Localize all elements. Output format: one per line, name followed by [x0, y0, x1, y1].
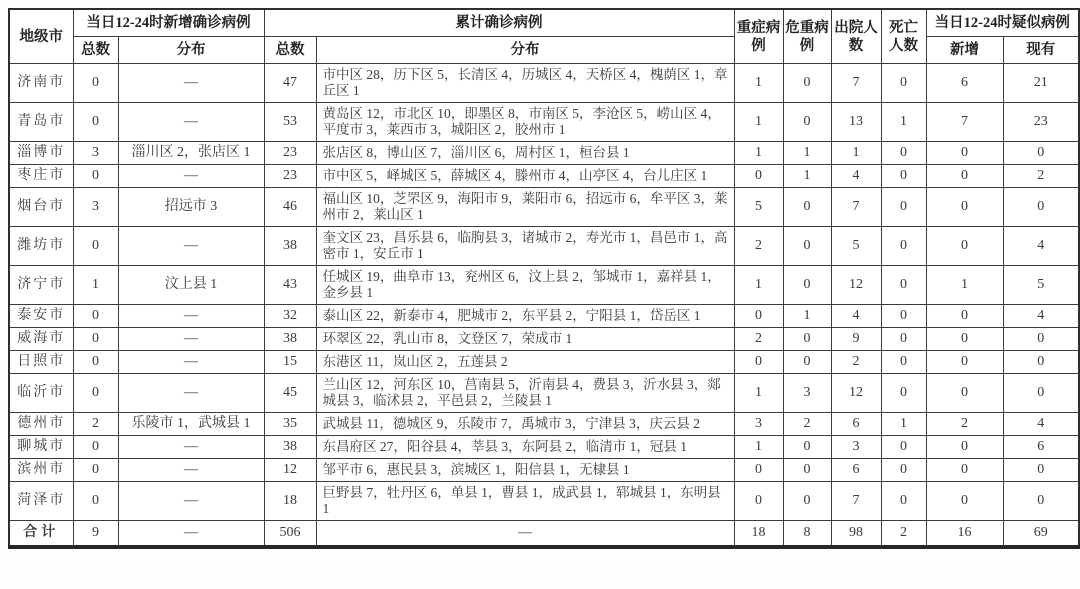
cell-cum-dist: 东港区 11，岚山区 2，五莲县 2: [316, 351, 734, 374]
cell-critical: 1: [783, 305, 831, 328]
header-new-total: 总数: [73, 37, 118, 64]
cell-susp-exist: 0: [1003, 482, 1079, 521]
cell-susp-exist: 4: [1003, 413, 1079, 436]
cell-new-total: 3: [73, 142, 118, 165]
cell-critical: 0: [783, 459, 831, 482]
cell-total-susp-new: 16: [926, 521, 1003, 548]
cell-critical: 0: [783, 266, 831, 305]
cell-cum-total: 47: [264, 64, 316, 103]
cell-critical: 0: [783, 351, 831, 374]
cell-discharged: 4: [831, 305, 881, 328]
cell-severe: 1: [734, 64, 783, 103]
cell-cum-dist: 市中区 28，历下区 5，长清区 4，历城区 4，天桥区 4，槐荫区 1，章丘区 1: [316, 64, 734, 103]
cell-cum-total: 23: [264, 142, 316, 165]
cell-severe: 1: [734, 103, 783, 142]
cell-total-cum-total: 506: [264, 521, 316, 548]
cell-deaths: 1: [881, 413, 926, 436]
cell-cum-dist: 武城县 11，德城区 9，乐陵市 7，禹城市 3，宁津县 3，庆云县 2: [316, 413, 734, 436]
cell-city: 泰安市: [9, 305, 73, 328]
header-suspected-new: 新增: [926, 37, 1003, 64]
cell-cum-total: 12: [264, 459, 316, 482]
cell-new-dist: —: [118, 351, 264, 374]
cell-new-dist: 汶上县 1: [118, 266, 264, 305]
cell-severe: 0: [734, 351, 783, 374]
cell-cum-total: 23: [264, 165, 316, 188]
cell-critical: 0: [783, 64, 831, 103]
cell-cum-total: 18: [264, 482, 316, 521]
cell-critical: 0: [783, 188, 831, 227]
cell-new-dist: —: [118, 482, 264, 521]
cell-susp-exist: 4: [1003, 305, 1079, 328]
cell-city: 济宁市: [9, 266, 73, 305]
table-row: [9, 351, 1079, 374]
cell-susp-new: 2: [926, 413, 1003, 436]
cell-susp-exist: 4: [1003, 227, 1079, 266]
cell-deaths: 0: [881, 351, 926, 374]
cell-new-total: 0: [73, 328, 118, 351]
cell-deaths: 0: [881, 188, 926, 227]
cell-cum-dist: 黄岛区 12，市北区 10，即墨区 8，市南区 5，李沧区 5，崂山区 4，平度市 3，莱西市 3，城阳区 2，胶州市 1: [316, 103, 734, 142]
header-critical: 危重病例: [783, 9, 831, 64]
cell-susp-new: 0: [926, 351, 1003, 374]
cell-cum-total: 46: [264, 188, 316, 227]
header-cum-distribution: 分布: [316, 37, 734, 64]
cell-cum-dist: 奎文区 23，昌乐县 6，临朐县 3，诸城市 2，寿光市 1，昌邑市 1，高密市 1，安丘市 1: [316, 227, 734, 266]
cell-total-susp-exist: 69: [1003, 521, 1079, 548]
table-row: [9, 165, 1079, 188]
cell-new-total: 1: [73, 266, 118, 305]
header-deaths: 死亡人数: [881, 9, 926, 64]
cell-cum-total: 32: [264, 305, 316, 328]
cell-severe: 0: [734, 165, 783, 188]
cell-susp-new: 1: [926, 266, 1003, 305]
cell-susp-exist: 0: [1003, 142, 1079, 165]
cell-new-total: 0: [73, 374, 118, 413]
cell-discharged: 1: [831, 142, 881, 165]
cell-susp-new: 0: [926, 165, 1003, 188]
cell-total-new-total: 9: [73, 521, 118, 548]
table-row: [9, 374, 1079, 413]
table-row: [9, 142, 1079, 165]
cell-city: 威海市: [9, 328, 73, 351]
cell-susp-new: 0: [926, 142, 1003, 165]
cell-cum-total: 35: [264, 413, 316, 436]
cell-discharged: 2: [831, 351, 881, 374]
cell-new-dist: —: [118, 103, 264, 142]
table-row: [9, 459, 1079, 482]
cell-susp-exist: 23: [1003, 103, 1079, 142]
cell-new-dist: 乐陵市 1，武城县 1: [118, 413, 264, 436]
header-city: 地级市: [9, 9, 73, 64]
cell-critical: 2: [783, 413, 831, 436]
cell-cum-dist: 东昌府区 27，阳谷县 4，莘县 3，东阿县 2，临清市 1，冠县 1: [316, 436, 734, 459]
cell-discharged: 6: [831, 459, 881, 482]
cell-city: 聊城市: [9, 436, 73, 459]
cell-critical: 0: [783, 328, 831, 351]
cell-susp-new: 6: [926, 64, 1003, 103]
cell-cum-dist: 任城区 19，曲阜市 13，兖州区 6，汶上县 2，邹城市 1，嘉祥县 1，金乡县 1: [316, 266, 734, 305]
header-discharged: 出院人数: [831, 9, 881, 64]
cell-new-total: 0: [73, 305, 118, 328]
cell-discharged: 12: [831, 374, 881, 413]
cell-discharged: 13: [831, 103, 881, 142]
cell-total-severe: 18: [734, 521, 783, 548]
table-row: [9, 305, 1079, 328]
cell-new-dist: —: [118, 64, 264, 103]
header-suspected-group: 当日12-24时疑似病例: [926, 9, 1079, 37]
cell-deaths: 0: [881, 482, 926, 521]
cell-susp-exist: 21: [1003, 64, 1079, 103]
cell-new-total: 0: [73, 64, 118, 103]
header-severe: 重症病例: [734, 9, 783, 64]
cell-deaths: 0: [881, 459, 926, 482]
cell-severe: 1: [734, 142, 783, 165]
cell-cum-dist: 巨野县 7，牡丹区 6，单县 1，曹县 1，成武县 1，郓城县 1，东明县 1: [316, 482, 734, 521]
cell-susp-exist: 2: [1003, 165, 1079, 188]
cell-new-total: 0: [73, 351, 118, 374]
table-footer: [9, 521, 1079, 548]
cell-severe: 1: [734, 436, 783, 459]
table-row: [9, 227, 1079, 266]
cell-city: 菏泽市: [9, 482, 73, 521]
cell-new-dist: 招远市 3: [118, 188, 264, 227]
cell-cum-total: 38: [264, 227, 316, 266]
cell-total-deaths: 2: [881, 521, 926, 548]
cell-critical: 0: [783, 436, 831, 459]
table-header: [9, 9, 1079, 64]
cell-cum-dist: 环翠区 22，乳山市 8，文登区 7，荣成市 1: [316, 328, 734, 351]
table-body: [9, 64, 1079, 521]
cell-severe: 1: [734, 374, 783, 413]
cell-new-dist: —: [118, 305, 264, 328]
header-new-confirmed-group: 当日12-24时新增确诊病例: [73, 9, 264, 37]
cell-susp-exist: 5: [1003, 266, 1079, 305]
cell-susp-exist: 0: [1003, 328, 1079, 351]
cell-cum-dist: 泰山区 22，新泰市 4，肥城市 2，东平县 2，宁阳县 1，岱岳区 1: [316, 305, 734, 328]
cell-new-total: 0: [73, 165, 118, 188]
cell-severe: 1: [734, 266, 783, 305]
cell-cum-dist: 张店区 8，博山区 7，淄川区 6，周村区 1，桓台县 1: [316, 142, 734, 165]
cell-susp-new: 0: [926, 328, 1003, 351]
table-row: [9, 436, 1079, 459]
cell-discharged: 5: [831, 227, 881, 266]
cell-new-dist: —: [118, 227, 264, 266]
cell-city: 滨州市: [9, 459, 73, 482]
cell-new-total: 0: [73, 227, 118, 266]
cell-city: 淄博市: [9, 142, 73, 165]
cell-severe: 0: [734, 305, 783, 328]
cell-deaths: 0: [881, 64, 926, 103]
cell-susp-exist: 0: [1003, 459, 1079, 482]
cell-new-total: 0: [73, 482, 118, 521]
cell-new-dist: 淄川区 2，张店区 1: [118, 142, 264, 165]
cell-severe: 2: [734, 227, 783, 266]
cell-city: 临沂市: [9, 374, 73, 413]
cell-severe: 0: [734, 482, 783, 521]
cell-discharged: 4: [831, 165, 881, 188]
cell-new-dist: —: [118, 459, 264, 482]
cell-city: 日照市: [9, 351, 73, 374]
cell-cum-dist: 邹平市 6，惠民县 3，滨城区 1，阳信县 1，无棣县 1: [316, 459, 734, 482]
cell-discharged: 7: [831, 64, 881, 103]
cell-total-critical: 8: [783, 521, 831, 548]
header-cum-total: 总数: [264, 37, 316, 64]
cell-discharged: 9: [831, 328, 881, 351]
cell-cum-total: 43: [264, 266, 316, 305]
cell-susp-new: 7: [926, 103, 1003, 142]
cell-discharged: 3: [831, 436, 881, 459]
cell-discharged: 7: [831, 482, 881, 521]
cell-deaths: 0: [881, 305, 926, 328]
cell-new-total: 3: [73, 188, 118, 227]
cell-total-cum-dist: —: [316, 521, 734, 548]
cell-susp-exist: 0: [1003, 374, 1079, 413]
cell-total-label: 合计: [9, 521, 73, 548]
cell-cum-total: 38: [264, 328, 316, 351]
cell-new-dist: —: [118, 374, 264, 413]
cell-susp-exist: 0: [1003, 351, 1079, 374]
cell-critical: 0: [783, 482, 831, 521]
cell-deaths: 0: [881, 227, 926, 266]
cell-city: 青岛市: [9, 103, 73, 142]
cell-discharged: 7: [831, 188, 881, 227]
cell-cum-dist: 市中区 5，峄城区 5，薛城区 4，滕州市 4，山亭区 4，台儿庄区 1: [316, 165, 734, 188]
cell-deaths: 0: [881, 328, 926, 351]
cell-total-new-dist: —: [118, 521, 264, 548]
cell-susp-new: 0: [926, 459, 1003, 482]
cell-discharged: 12: [831, 266, 881, 305]
cell-new-total: 0: [73, 459, 118, 482]
cell-severe: 2: [734, 328, 783, 351]
covid-stats-table: [8, 8, 1080, 549]
cell-new-dist: —: [118, 436, 264, 459]
cell-city: 潍坊市: [9, 227, 73, 266]
cell-new-total: 0: [73, 436, 118, 459]
header-cumulative-group: 累计确诊病例: [264, 9, 734, 37]
table-row: [9, 266, 1079, 305]
cell-deaths: 0: [881, 266, 926, 305]
cell-new-total: 0: [73, 103, 118, 142]
cell-new-total: 2: [73, 413, 118, 436]
cell-deaths: 1: [881, 103, 926, 142]
cell-cum-total: 45: [264, 374, 316, 413]
table-row: [9, 188, 1079, 227]
cell-cum-total: 53: [264, 103, 316, 142]
cell-susp-new: 0: [926, 227, 1003, 266]
cell-city: 烟台市: [9, 188, 73, 227]
cell-susp-new: 0: [926, 305, 1003, 328]
cell-deaths: 0: [881, 142, 926, 165]
cell-critical: 3: [783, 374, 831, 413]
cell-cum-total: 38: [264, 436, 316, 459]
cell-susp-new: 0: [926, 482, 1003, 521]
cell-discharged: 6: [831, 413, 881, 436]
cell-total-discharged: 98: [831, 521, 881, 548]
cell-severe: 0: [734, 459, 783, 482]
cell-critical: 1: [783, 142, 831, 165]
cell-new-dist: —: [118, 328, 264, 351]
table-row: [9, 328, 1079, 351]
cell-cum-dist: 兰山区 12，河东区 10，莒南县 5，沂南县 4，费县 3，沂水县 3，郯城县 3，临沭县 2，平邑县 2，兰陵县 1: [316, 374, 734, 413]
cell-severe: 5: [734, 188, 783, 227]
table-row: [9, 413, 1079, 436]
cell-deaths: 0: [881, 374, 926, 413]
table-row: [9, 64, 1079, 103]
header-new-distribution: 分布: [118, 37, 264, 64]
cell-susp-exist: 0: [1003, 188, 1079, 227]
cell-critical: 1: [783, 165, 831, 188]
cell-deaths: 0: [881, 436, 926, 459]
cell-susp-exist: 6: [1003, 436, 1079, 459]
table-row: [9, 103, 1079, 142]
cell-deaths: 0: [881, 165, 926, 188]
cell-city: 枣庄市: [9, 165, 73, 188]
cell-new-dist: —: [118, 165, 264, 188]
cell-cum-dist: 福山区 10，芝罘区 9，海阳市 9，莱阳市 6，招远市 6，牟平区 3，莱州市 2，莱山区 1: [316, 188, 734, 227]
cell-cum-total: 15: [264, 351, 316, 374]
header-suspected-existing: 现有: [1003, 37, 1079, 64]
header-row-1: [9, 9, 1079, 37]
total-row: [9, 521, 1079, 548]
table-row: [9, 482, 1079, 521]
cell-city: 德州市: [9, 413, 73, 436]
cell-susp-new: 0: [926, 436, 1003, 459]
cell-severe: 3: [734, 413, 783, 436]
cell-critical: 0: [783, 227, 831, 266]
cell-susp-new: 0: [926, 374, 1003, 413]
cell-susp-new: 0: [926, 188, 1003, 227]
cell-city: 济南市: [9, 64, 73, 103]
cell-critical: 0: [783, 103, 831, 142]
